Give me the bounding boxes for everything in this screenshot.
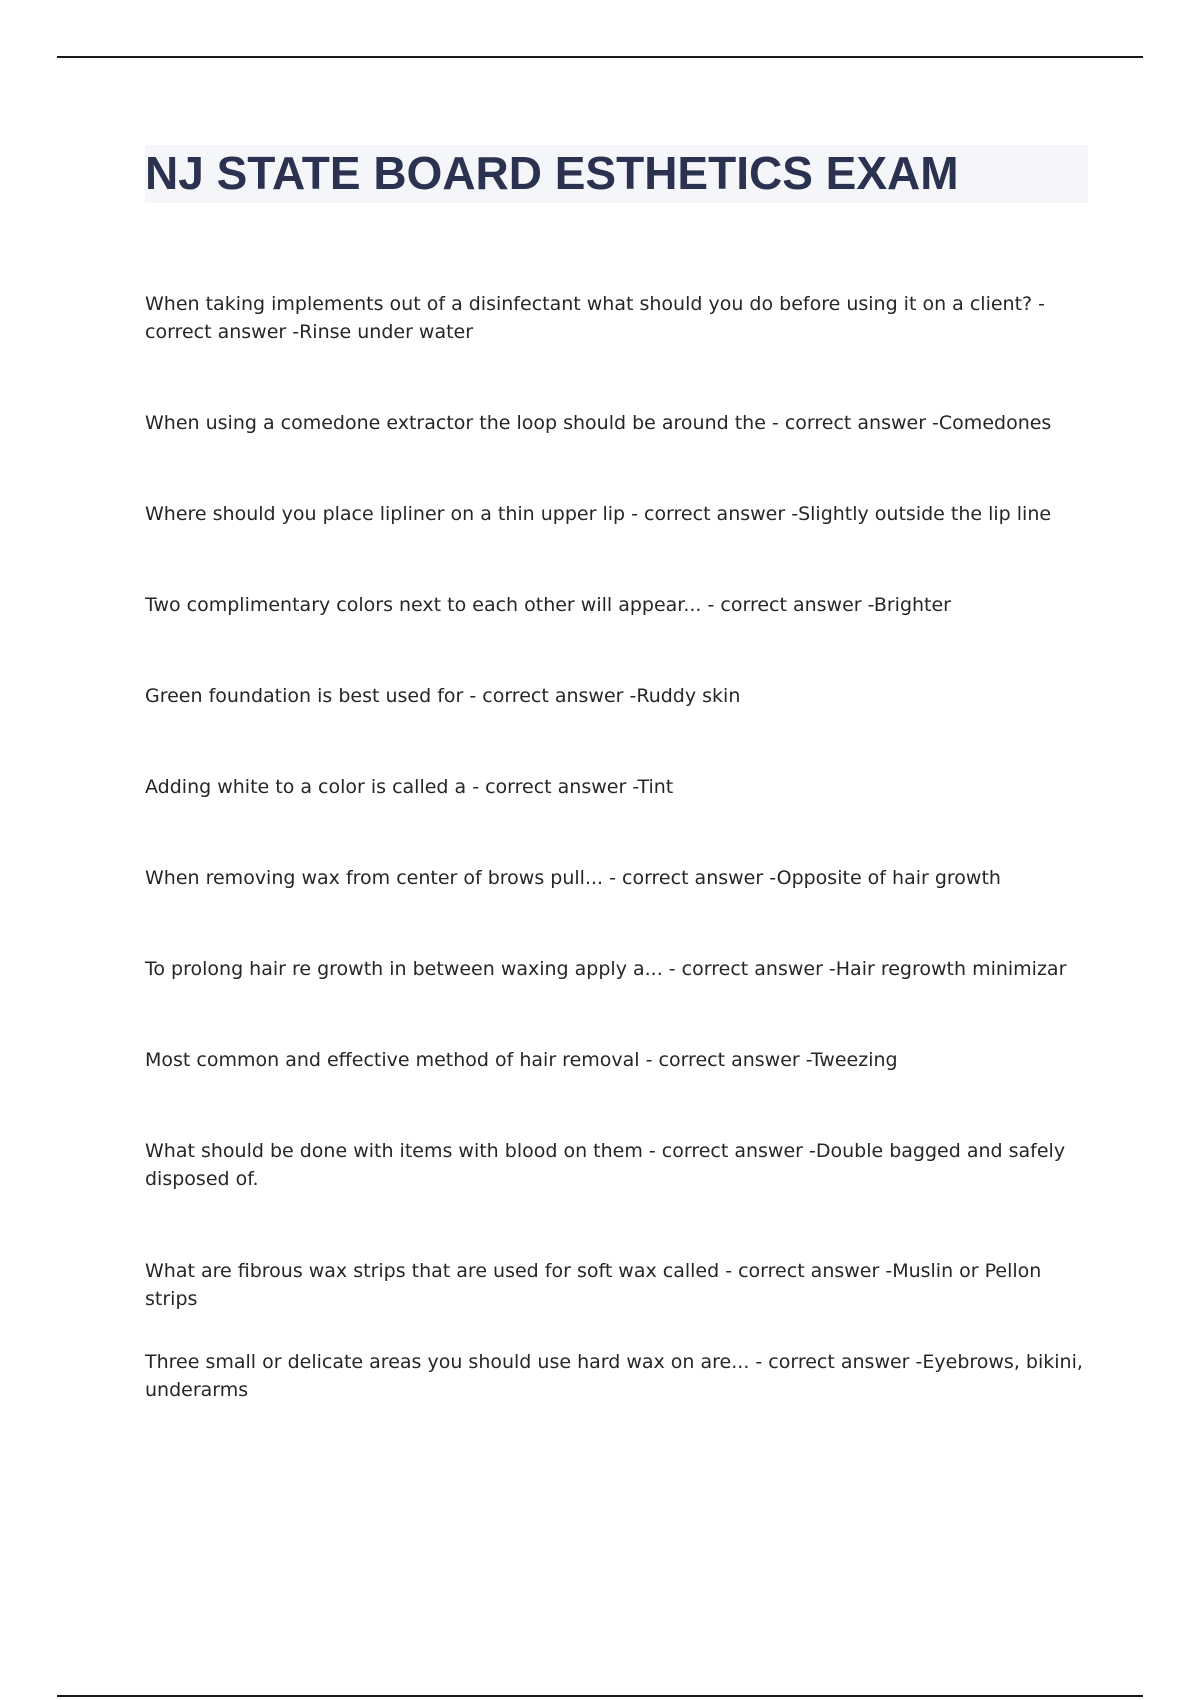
page-title: NJ STATE BOARD ESTHETICS EXAM <box>145 147 959 199</box>
qa-item-10: What should be done with items with blood on them - correct answer -Double bagged and safely disposed of. <box>145 1140 1066 1190</box>
top-rule <box>57 56 1143 58</box>
qa-item-2: When using a comedone extractor the loop should be around the - correct answer -Comedones <box>145 412 1052 434</box>
bottom-rule <box>57 1695 1143 1697</box>
qa-item-5: Green foundation is best used for - correct answer -Ruddy skin <box>145 685 741 707</box>
qa-item-6: Adding white to a color is called a - correct answer -Tint <box>145 776 674 798</box>
qa-item-4: Two complimentary colors next to each other will appear... - correct answer -Brighter <box>145 594 951 616</box>
qa-item-12: Three small or delicate areas you should use hard wax on are... - correct answer -Eyebrows, bikini, underarms <box>145 1351 1083 1401</box>
qa-item-9: Most common and effective method of hair removal - correct answer -Tweezing <box>145 1049 898 1071</box>
qa-item-1: When taking implements out of a disinfectant what should you do before using it on a client? - correct answer -Rinse under water <box>145 293 1046 343</box>
qa-item-3: Where should you place lipliner on a thin upper lip - correct answer -Slightly outside the lip line <box>145 503 1052 525</box>
qa-item-7: When removing wax from center of brows pull... - correct answer -Opposite of hair growth <box>145 867 1001 889</box>
qa-item-8: To prolong hair re growth in between waxing apply a... - correct answer -Hair regrowth minimizar <box>145 958 1067 980</box>
qa-item-11: What are fibrous wax strips that are used for soft wax called - correct answer -Muslin or Pellon strips <box>145 1260 1042 1310</box>
